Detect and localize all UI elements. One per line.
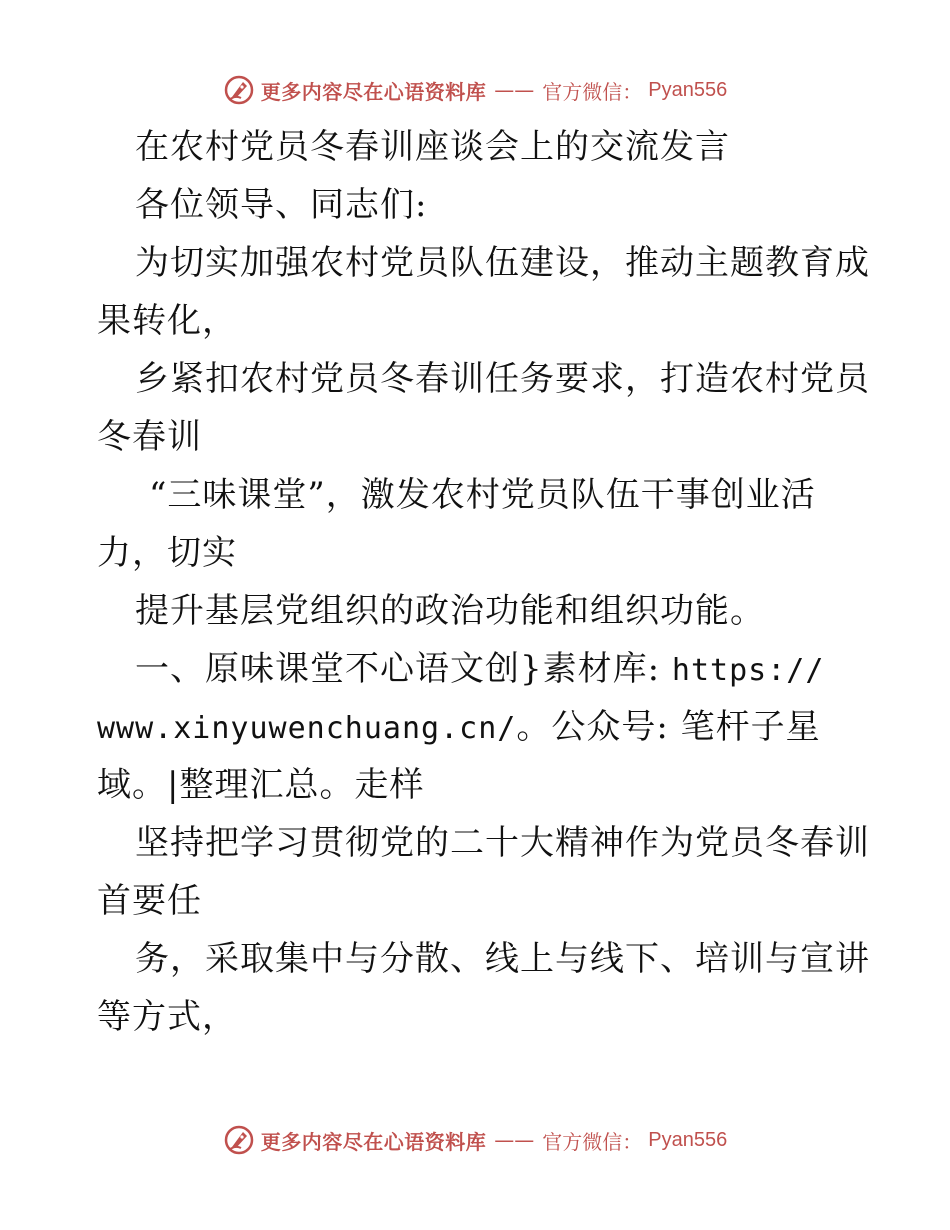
url-fragment: https:// bbox=[671, 653, 825, 688]
paragraph-line: 乡紧扣农村党员冬春训任务要求，打造农村党员 bbox=[135, 359, 870, 399]
footer-banner bbox=[0, 1120, 950, 1160]
wechat-public-account-text: 。公众号: 笔杆子星 bbox=[516, 707, 821, 747]
banner-wechat-id: Pyan556 bbox=[648, 78, 728, 101]
url-fragment: www.xinyuwenchuang.cn/ bbox=[97, 711, 517, 746]
paragraph-line: 提升基层党组织的政治功能和组织功能。 bbox=[135, 591, 765, 631]
section-heading-line bbox=[97, 640, 857, 698]
paragraph-line: 首要任 bbox=[97, 881, 202, 921]
paragraph-line: 冬春训 bbox=[97, 417, 202, 457]
section-heading-text: 一、原味课堂不心语文创}素材库: bbox=[135, 649, 672, 689]
url-line bbox=[97, 698, 857, 756]
paragraph-line: 务，采取集中与分散、线上与线下、培训与宣讲 bbox=[135, 939, 870, 979]
header-banner bbox=[0, 70, 950, 110]
banner-separator: —— bbox=[494, 1128, 535, 1152]
paragraph-line: 力，切实 bbox=[97, 533, 237, 573]
pen-nib-logo-icon bbox=[223, 74, 255, 106]
paragraph-line: 为切实加强农村党员队伍建设，推动主题教育成 bbox=[135, 243, 870, 283]
banner-wechat-id: Pyan556 bbox=[648, 1128, 728, 1151]
banner-site-text: 更多内容尽在心语资料库 bbox=[260, 79, 487, 104]
banner-wechat-label: 官方微信： bbox=[542, 79, 643, 104]
banner-wechat-label: 官方微信： bbox=[542, 1129, 643, 1154]
paragraph-line: 等方式， bbox=[97, 997, 237, 1037]
document-body bbox=[97, 118, 870, 1046]
greeting: 各位领导、同志们: bbox=[135, 185, 428, 225]
paragraph-line: 果转化， bbox=[97, 301, 237, 341]
document-title: 在农村党员冬春训座谈会上的交流发言 bbox=[135, 127, 730, 167]
paragraph-line: “三味课堂”，激发农村党员队伍干事创业活 bbox=[149, 475, 816, 515]
pen-nib-logo-icon bbox=[223, 1124, 255, 1156]
banner-site-text: 更多内容尽在心语资料库 bbox=[260, 1129, 487, 1154]
paragraph-line: 域。|整理汇总。走样 bbox=[97, 765, 425, 805]
paragraph-line: 坚持把学习贯彻党的二十大精神作为党员冬春训 bbox=[135, 823, 870, 863]
banner-separator: —— bbox=[494, 78, 535, 102]
